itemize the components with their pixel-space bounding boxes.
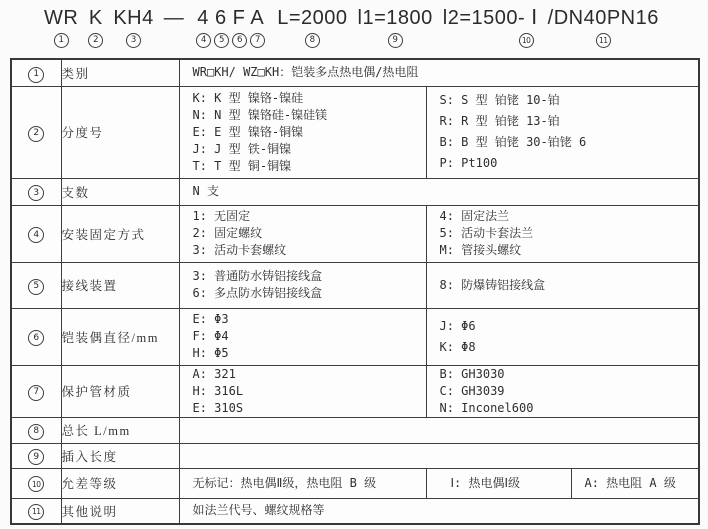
cell-line: 3: 活动卡套螺纹 — [192, 243, 287, 257]
row-number-of-elements — [11, 178, 699, 205]
row-number-cell — [11, 178, 61, 205]
value-cell-left — [179, 262, 426, 308]
value-cell-left — [179, 86, 426, 178]
row-label: 插入长度 — [61, 443, 179, 468]
row-sheath-diameter — [11, 308, 699, 365]
code-segment-group — [113, 6, 153, 48]
circled-number-3: 3 — [126, 33, 141, 48]
cell-line: J: J 型 铁-铜镍 — [192, 141, 292, 156]
marker-row — [164, 33, 185, 48]
row-other-notes — [11, 498, 699, 524]
code-segment-group — [88, 6, 103, 48]
circled-number: 5 — [28, 279, 44, 295]
cell-line: K: Φ8 — [439, 339, 476, 354]
cell-line: 1: 无固定 — [192, 209, 251, 223]
row-label: 安装固定方式 — [61, 205, 179, 262]
code-segment-group — [358, 6, 433, 48]
cell-line: 8: 防爆铸铝接线盒 — [439, 277, 546, 292]
cell-line: F: Φ4 — [192, 329, 229, 343]
cell-line: C: GH3039 — [439, 383, 505, 398]
value-cell — [179, 498, 699, 524]
row-label: 接线装置 — [61, 262, 179, 308]
cell-line: 2: 固定螺纹 — [192, 226, 263, 240]
code-segment-group — [44, 6, 78, 48]
cell-lines — [180, 502, 699, 519]
row-number-cell — [11, 468, 61, 498]
circled-number: 1 — [28, 67, 44, 83]
value-cell-empty — [179, 417, 699, 443]
circled-number: 9 — [28, 449, 44, 465]
value-cell-left — [179, 308, 426, 365]
circled-number: 2 — [28, 126, 44, 142]
cell-line: 5: 活动卡套法兰 — [439, 226, 534, 240]
row-insertion-length — [11, 443, 699, 468]
circled-number-6: 6 — [232, 33, 247, 48]
value-cell-right — [426, 86, 699, 178]
row-protection-tube-material — [11, 365, 699, 417]
circled-number: 8 — [28, 424, 44, 440]
cell-lines — [427, 208, 699, 259]
cell-line: R: R 型 铂铑 13-铂 — [439, 114, 560, 128]
value-cell-right — [426, 205, 699, 262]
row-number-cell — [11, 443, 61, 468]
cell-lines — [180, 311, 426, 362]
cell-line: K: K 型 镍铬-镍硅 — [192, 90, 304, 105]
circled-number-10: 10 — [519, 33, 534, 48]
cell-line: E: 310S — [192, 400, 244, 415]
code-segment: l2=1500- Ⅰ — [442, 7, 538, 29]
cell-line: P: Pt100 — [439, 156, 498, 170]
cell-line: N: Inconel600 — [439, 400, 534, 415]
row-number-cell — [11, 498, 61, 524]
row-label: 分度号 — [61, 86, 179, 178]
marker-row — [44, 33, 78, 48]
cell-line: 4: 固定法兰 — [439, 209, 510, 223]
circled-number-2: 2 — [88, 33, 103, 48]
row-number-cell — [11, 59, 61, 86]
row-number-cell — [11, 262, 61, 308]
cell-line: N 支 — [192, 184, 219, 198]
cell-line: J: Φ6 — [439, 318, 476, 333]
row-label: 支数 — [61, 178, 179, 205]
code-segment: 4 6 F A — [197, 7, 265, 29]
row-category — [11, 59, 699, 86]
code-segment-group — [443, 6, 538, 48]
circled-number-5: 5 — [214, 33, 229, 48]
marker-row — [358, 33, 433, 48]
row-label: 总长 L/mm — [61, 417, 179, 443]
value-cell-1 — [179, 468, 426, 498]
cell-lines — [427, 316, 699, 358]
row-label: 其他说明 — [61, 498, 179, 524]
cell-line: 6: 多点防水铸铝接线盒 — [192, 286, 323, 300]
code-dash: — — [163, 7, 185, 29]
cell-line: H: 316L — [192, 383, 244, 398]
circled-number: 7 — [28, 385, 44, 401]
row-number-cell — [11, 86, 61, 178]
row-tolerance-class — [11, 468, 699, 498]
cell-line: Ⅰ: 热电偶Ⅰ级 — [450, 475, 521, 490]
circled-number-7: 7 — [250, 33, 265, 48]
row-mounting-type — [11, 205, 699, 262]
cell-lines — [180, 90, 426, 175]
value-cell-3 — [571, 468, 699, 498]
row-number-cell — [11, 308, 61, 365]
code-segment: WR — [44, 7, 79, 29]
value-cell — [179, 59, 699, 86]
row-number-cell — [11, 205, 61, 262]
value-cell-empty — [179, 443, 699, 468]
cell-lines — [427, 90, 699, 174]
row-label: 允差等级 — [61, 468, 179, 498]
code-segment-group — [194, 6, 267, 48]
value-cell-right — [426, 308, 699, 365]
cell-line: T: T 型 铜-铜镍 — [192, 158, 292, 173]
marker-row — [277, 33, 347, 48]
cell-line: H: Φ5 — [192, 346, 229, 360]
cell-line: S: S 型 铂铑 10-铂 — [439, 93, 560, 107]
cell-line: WR□KH/ WZ□KH：铠装多点热电偶/热电阻 — [192, 65, 419, 80]
circled-number: 4 — [28, 227, 44, 243]
value-cell — [179, 178, 699, 205]
marker-row — [548, 33, 659, 48]
row-terminal-box — [11, 262, 699, 308]
cell-line: A: 热电阻 A 级 — [584, 475, 676, 490]
circled-number-4: 4 — [196, 33, 211, 48]
cell-lines — [180, 183, 699, 200]
marker-row — [194, 33, 267, 48]
cell-line: M: 管接头螺纹 — [439, 243, 522, 257]
code-segment: KH4 — [113, 7, 154, 29]
row-label: 铠装偶直径/mm — [61, 308, 179, 365]
cell-lines — [180, 268, 426, 302]
cell-lines — [180, 64, 699, 81]
spec-table — [10, 58, 700, 525]
cell-lines — [180, 475, 426, 492]
row-label: 保护管材质 — [61, 365, 179, 417]
row-total-length — [11, 417, 699, 443]
cell-line: 如法兰代号、螺纹规格等 — [192, 503, 325, 518]
cell-line: B: GH3030 — [439, 366, 505, 381]
cell-line: E: Φ3 — [192, 312, 229, 326]
value-cell-right — [426, 262, 699, 308]
marker-row — [113, 33, 153, 48]
cell-lines — [427, 277, 699, 294]
code-segment-group — [164, 6, 185, 48]
cell-line: 3: 普通防水铸铝接线盒 — [192, 269, 323, 283]
value-cell-left — [179, 365, 426, 417]
circled-number: 10 — [28, 476, 44, 492]
cell-lines — [427, 475, 571, 492]
circled-number: 3 — [28, 185, 44, 201]
circled-number-1: 1 — [54, 33, 69, 48]
cell-lines — [427, 366, 699, 417]
row-graduation-number — [11, 86, 699, 178]
cell-line: N: N 型 镍铬硅-镍硅镁 — [192, 107, 328, 122]
cell-line: E: E 型 镍铬-铜镍 — [192, 124, 304, 139]
cell-lines — [180, 366, 426, 417]
value-cell-right — [426, 365, 699, 417]
circled-number-11: 11 — [596, 33, 611, 48]
code-segment: L=2000 — [277, 7, 348, 29]
code-segment: l1=1800 — [357, 7, 433, 29]
row-label: 类别 — [61, 59, 179, 86]
value-cell-2 — [426, 468, 571, 498]
row-number-cell — [11, 417, 61, 443]
code-segment: K — [88, 7, 103, 29]
cell-line: B: B 型 铂铑 30-铂铑 6 — [439, 135, 587, 149]
marker-row — [443, 33, 538, 48]
circled-number-9: 9 — [388, 33, 403, 48]
value-cell-left — [179, 205, 426, 262]
cell-lines — [180, 208, 426, 259]
cell-line: A: 321 — [192, 366, 236, 381]
model-code-header — [44, 6, 659, 48]
cell-line: 无标记：热电偶Ⅱ级，热电阻 B 级 — [192, 475, 377, 490]
row-number-cell — [11, 365, 61, 417]
marker-row — [88, 33, 103, 48]
circled-number-8: 8 — [305, 33, 320, 48]
code-segment: /DN40PN16 — [547, 7, 659, 29]
code-segment-group — [277, 6, 347, 48]
code-segment-group — [548, 6, 659, 48]
cell-lines — [572, 475, 699, 492]
circled-number: 11 — [28, 504, 44, 520]
circled-number: 6 — [28, 330, 44, 346]
